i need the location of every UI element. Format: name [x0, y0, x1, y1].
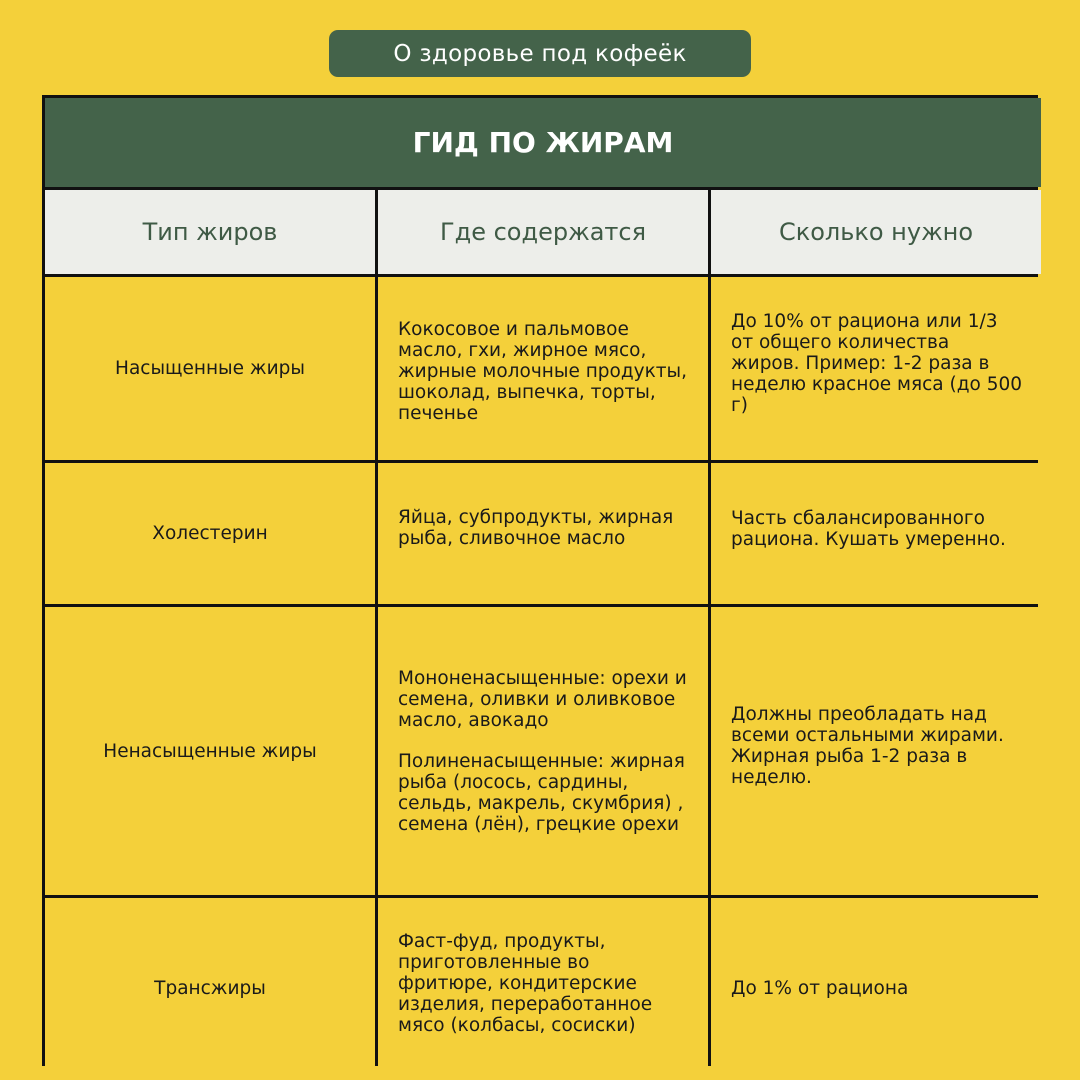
column-header-where: Где содержатся: [378, 190, 708, 274]
column-header-type: Тип жиров: [45, 190, 375, 274]
column-header-amount: Сколько нужно: [711, 190, 1041, 274]
row-cholesterol-where: Яйца, субпродукты, жирная рыба, сливочное масло: [378, 463, 708, 604]
poly-unsaturated-text: Полиненасыщенные: жирная рыба (лосось, сардины, сельдь, макрель, скумбрия) , семена (лён), грецкие орехи: [398, 750, 685, 835]
table-title: ГИД ПО ЖИРАМ: [45, 98, 1041, 187]
row-trans-type: Трансжиры: [45, 898, 375, 1078]
header-pill: О здоровье под кофеёк: [329, 30, 751, 77]
row-unsaturated-amount: Должны преобладать над всеми остальными жирами. Жирная рыба 1-2 раза в неделю.: [711, 607, 1041, 895]
row-saturated-type: Насыщенные жиры: [45, 277, 375, 460]
row-cholesterol-amount: Часть сбалансированного рациона. Кушать умеренно.: [711, 463, 1041, 604]
row-unsaturated-type: Ненасыщенные жиры: [45, 607, 375, 895]
fats-guide-table: [42, 95, 1038, 1066]
mono-unsaturated-text: Мононенасыщенные: орехи и семена, оливки и оливковое масло, авокадо: [398, 667, 687, 731]
row-cholesterol-type: Холестерин: [45, 463, 375, 604]
row-saturated-where: Кокосовое и пальмовое масло, гхи, жирное мясо, жирные молочные продукты, шоколад, выпечка, торты, печенье: [378, 277, 708, 460]
row-unsaturated-where: [378, 607, 708, 895]
row-trans-where: Фаст-фуд, продукты, приготовленные во фритюре, кондитерские изделия, переработанное мясо (колбасы, сосиски): [378, 898, 708, 1078]
row-saturated-amount: До 10% от рациона или 1/3 от общего количества жиров. Пример: 1-2 раза в неделю красное мяса (до 500 г): [711, 277, 1041, 460]
row-trans-amount: До 1% от рациона: [711, 898, 1041, 1078]
